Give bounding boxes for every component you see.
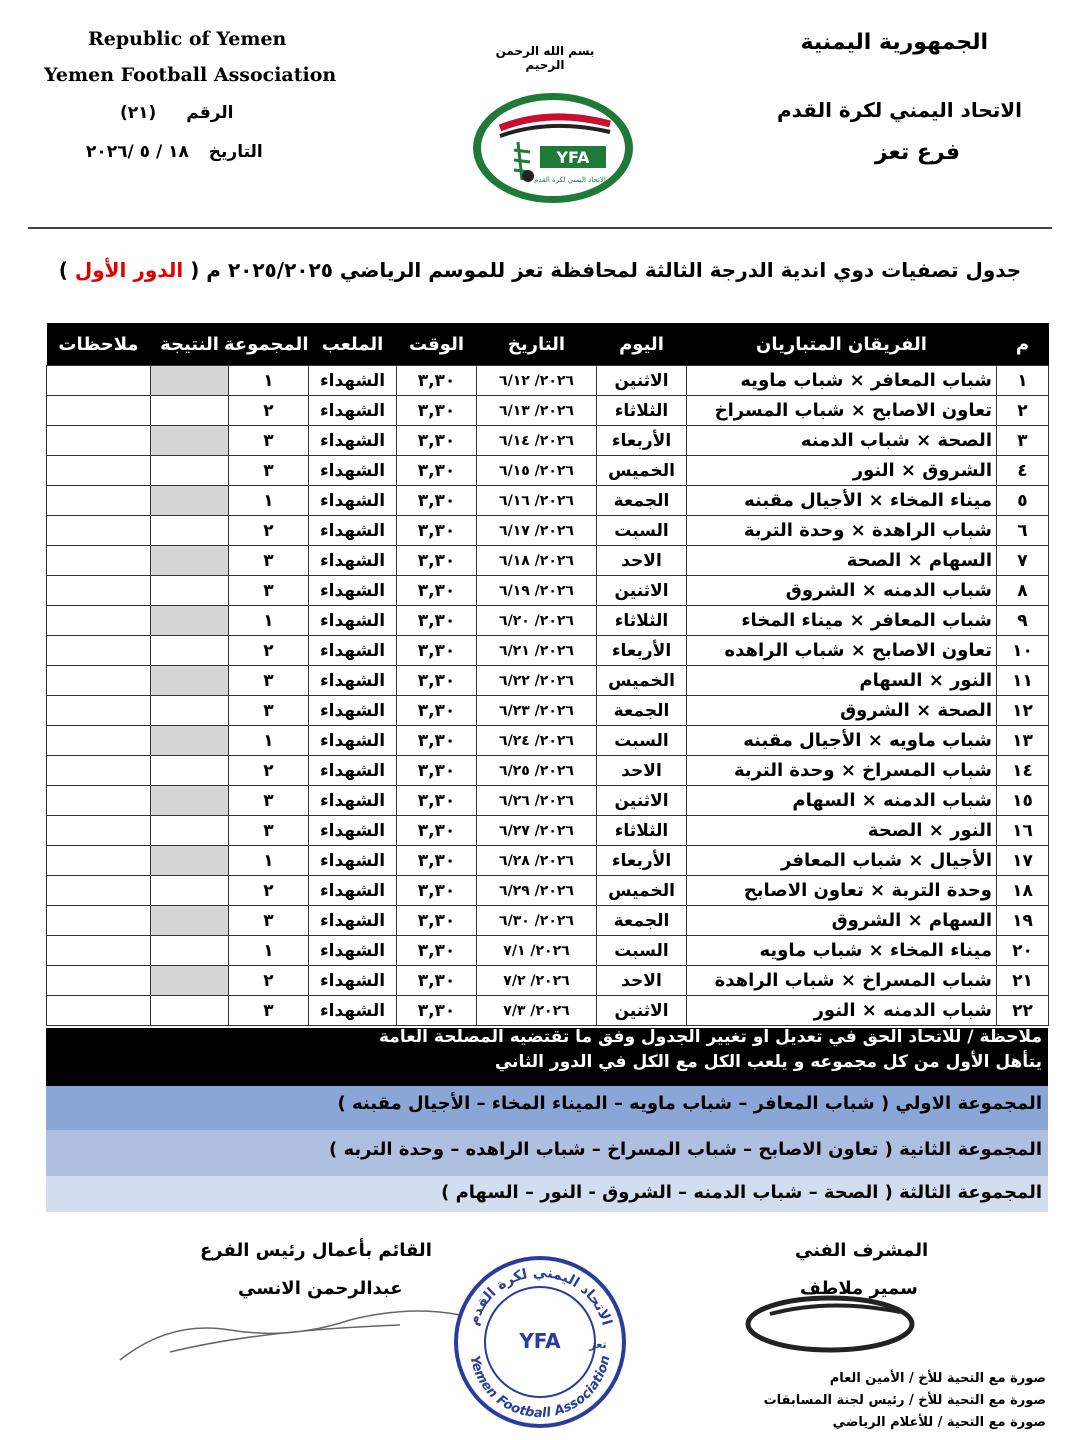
column-header: الفريقان المتباريان — [687, 323, 997, 366]
match-date: ٢٠٢٦/ ٦/١٤ — [477, 426, 597, 456]
match-day: الثلاثاء — [597, 816, 687, 846]
match-number: ٢١ — [997, 966, 1049, 996]
left-signature-scribble — [110, 1290, 470, 1374]
match-venue: الشهداء — [309, 576, 397, 606]
match-day: الخميس — [597, 666, 687, 696]
cc-line1: صورة مع التحية للأخ / الأمين العام — [829, 1371, 1046, 1386]
match-venue: الشهداء — [309, 846, 397, 876]
stamp-center: YFA — [519, 1329, 561, 1353]
match-teams: تعاون الاصابح × شباب المسراخ — [687, 396, 997, 426]
match-date: ٢٠٢٦/ ٦/٢٤ — [477, 726, 597, 756]
match-teams: ميناء المخاء × الأجيال مقبنه — [687, 486, 997, 516]
match-time: ٣,٣٠ — [397, 546, 477, 576]
match-group: ٢ — [229, 966, 309, 996]
note-line2: يتأهل الأول من كل مجموعه و يلعب الكل مع الكل في الدور الثاني — [494, 1052, 1042, 1072]
match-result — [151, 636, 229, 666]
match-result — [151, 396, 229, 426]
match-date: ٢٠٢٦/ ٦/١٩ — [477, 576, 597, 606]
table-row — [47, 516, 1049, 546]
note-line1: ملاحظة / للاتحاد الحق في تعديل او تغيير الجدول وفق ما تقتضيه المصلحة العامة — [378, 1027, 1042, 1047]
match-group: ٣ — [229, 696, 309, 726]
cc-line2: صورة مع التحية للأخ / رئيس لجنة المسابقات — [763, 1393, 1046, 1408]
logo-subtext: الاتحاد اليمني لكرة القدم — [534, 176, 606, 184]
match-day: الجمعة — [597, 696, 687, 726]
cc-list — [764, 1368, 1046, 1434]
match-group: ٣ — [229, 546, 309, 576]
match-result — [151, 606, 229, 636]
match-teams: شباب الراهدة × وحدة التربة — [687, 516, 997, 546]
match-date: ٢٠٢٦/ ٦/٢٣ — [477, 696, 597, 726]
match-teams: شباب الدمنه × الشروق — [687, 576, 997, 606]
match-day: الاثنين — [597, 576, 687, 606]
title-main: جدول تصفيات دوي اندية الدرجة الثالثة لمحافظة تعز للموسم الرياضي ٢٠٢٥/٢٠٢٥ م ( — [190, 258, 1022, 282]
match-notes — [47, 576, 151, 606]
table-row — [47, 786, 1049, 816]
match-notes — [47, 516, 151, 546]
match-venue: الشهداء — [309, 906, 397, 936]
match-venue: الشهداء — [309, 516, 397, 546]
table-row — [47, 966, 1049, 996]
match-date: ٢٠٢٦/ ٦/٢٢ — [477, 666, 597, 696]
match-time: ٣,٣٠ — [397, 486, 477, 516]
left-signature-title: القائم بأعمال رئيس الفرع — [200, 1240, 432, 1261]
match-result — [151, 726, 229, 756]
match-teams: تعاون الاصابح × شباب الراهده — [687, 636, 997, 666]
match-teams: الصحة × الشروق — [687, 696, 997, 726]
match-result — [151, 426, 229, 456]
stamp-top-text: الاتحاد اليمني لكرة القدم — [465, 1264, 615, 1328]
match-notes — [47, 786, 151, 816]
right-signature-title: المشرف الفني — [795, 1240, 929, 1261]
stamp-bottom-text: Yemen Football Association — [466, 1354, 614, 1422]
match-number: ٩ — [997, 606, 1049, 636]
match-result — [151, 816, 229, 846]
match-time: ٣,٣٠ — [397, 396, 477, 426]
match-number: ١ — [997, 366, 1049, 396]
match-teams: شباب المسراخ × وحدة التربة — [687, 756, 997, 786]
match-time: ٣,٣٠ — [397, 756, 477, 786]
match-venue: الشهداء — [309, 666, 397, 696]
match-group: ٣ — [229, 576, 309, 606]
match-teams: الصحة × شباب الدمنه — [687, 426, 997, 456]
match-teams: الشروق × النور — [687, 456, 997, 486]
match-notes — [47, 816, 151, 846]
logo-text: YFA — [556, 148, 590, 167]
match-group: ٢ — [229, 636, 309, 666]
match-notes — [47, 936, 151, 966]
match-result — [151, 366, 229, 396]
match-time: ٣,٣٠ — [397, 696, 477, 726]
match-result — [151, 906, 229, 936]
table-row — [47, 906, 1049, 936]
match-date: ٢٠٢٦/ ٦/٢٥ — [477, 756, 597, 786]
column-header: النتيجة — [151, 323, 229, 366]
table-row — [47, 426, 1049, 456]
match-venue: الشهداء — [309, 996, 397, 1026]
table-row — [47, 666, 1049, 696]
match-group: ٣ — [229, 816, 309, 846]
match-venue: الشهداء — [309, 816, 397, 846]
fixtures-table — [46, 323, 1049, 1026]
match-teams: ميناء المخاء × شباب ماويه — [687, 936, 997, 966]
match-result — [151, 576, 229, 606]
match-day: السبت — [597, 936, 687, 966]
match-number: ١٩ — [997, 906, 1049, 936]
match-date: ٢٠٢٦/ ٦/١٨ — [477, 546, 597, 576]
match-notes — [47, 366, 151, 396]
table-row — [47, 846, 1049, 876]
match-number: ١٨ — [997, 876, 1049, 906]
match-day: السبت — [597, 726, 687, 756]
match-number: ٥ — [997, 486, 1049, 516]
match-venue: الشهداء — [309, 936, 397, 966]
match-number: ٢٠ — [997, 936, 1049, 966]
match-day: الاثنين — [597, 786, 687, 816]
match-date: ٢٠٢٦/ ٦/١٥ — [477, 456, 597, 486]
match-number: ١٠ — [997, 636, 1049, 666]
match-notes — [47, 966, 151, 996]
match-number: ١٣ — [997, 726, 1049, 756]
match-result — [151, 546, 229, 576]
match-result — [151, 516, 229, 546]
title-close: ) — [58, 258, 68, 282]
match-venue: الشهداء — [309, 876, 397, 906]
match-group: ٣ — [229, 666, 309, 696]
match-notes — [47, 666, 151, 696]
match-venue: الشهداء — [309, 366, 397, 396]
match-time: ٣,٣٠ — [397, 576, 477, 606]
match-day: الجمعة — [597, 906, 687, 936]
match-notes — [47, 906, 151, 936]
match-day: الاحد — [597, 756, 687, 786]
match-day: الاحد — [597, 966, 687, 996]
match-notes — [47, 486, 151, 516]
match-number: ٦ — [997, 516, 1049, 546]
match-teams: السهام × الشروق — [687, 906, 997, 936]
match-notes — [47, 996, 151, 1026]
match-group: ١ — [229, 846, 309, 876]
match-number: ١١ — [997, 666, 1049, 696]
match-result — [151, 936, 229, 966]
match-group: ٢ — [229, 396, 309, 426]
match-result — [151, 966, 229, 996]
document-date — [86, 142, 263, 162]
match-date: ٢٠٢٦/ ٦/٣٠ — [477, 906, 597, 936]
match-number: ٤ — [997, 456, 1049, 486]
match-time: ٣,٣٠ — [397, 426, 477, 456]
match-date: ٢٠٢٦/ ٦/٢٧ — [477, 816, 597, 846]
group3-row: المجموعة الثالثة ( الصحة – شباب الدمنه – الشروق - النور – السهام ) — [46, 1176, 1048, 1212]
ar-header-line2: الاتحاد اليمني لكرة القدم — [776, 98, 1022, 122]
reference-label: الرقم — [186, 103, 234, 123]
match-notes — [47, 546, 151, 576]
match-number: ٧ — [997, 546, 1049, 576]
column-header: اليوم — [597, 323, 687, 366]
match-number: ١٤ — [997, 756, 1049, 786]
table-row — [47, 696, 1049, 726]
yfa-logo — [470, 90, 636, 206]
column-header: الوقت — [397, 323, 477, 366]
column-header: التاريخ — [477, 323, 597, 366]
table-row — [47, 726, 1049, 756]
match-group: ٢ — [229, 876, 309, 906]
document-title — [40, 258, 1040, 282]
match-date: ٢٠٢٦/ ٦/٢٨ — [477, 846, 597, 876]
en-header-line1: Republic of Yemen — [88, 28, 287, 50]
match-teams: شباب ماويه × الأجيال مقبنه — [687, 726, 997, 756]
match-notes — [47, 456, 151, 486]
match-time: ٣,٣٠ — [397, 906, 477, 936]
match-group: ٢ — [229, 516, 309, 546]
match-teams: النور × السهام — [687, 666, 997, 696]
match-result — [151, 876, 229, 906]
match-date: ٢٠٢٦/ ٦/١٣ — [477, 396, 597, 426]
match-time: ٣,٣٠ — [397, 606, 477, 636]
match-date: ٢٠٢٦/ ٦/٢٠ — [477, 606, 597, 636]
match-number: ١٧ — [997, 846, 1049, 876]
group2-row: المجموعة الثانية ( تعاون الاصابح – شباب المسراخ – شباب الراهده – وحدة التربه ) — [46, 1130, 1048, 1176]
match-day: الثلاثاء — [597, 396, 687, 426]
match-teams: السهام × الصحة — [687, 546, 997, 576]
match-day: الثلاثاء — [597, 606, 687, 636]
match-day: الاحد — [597, 546, 687, 576]
fixtures-body — [47, 366, 1049, 1026]
match-notes — [47, 846, 151, 876]
table-row — [47, 936, 1049, 966]
match-result — [151, 666, 229, 696]
match-result — [151, 756, 229, 786]
match-notes — [47, 696, 151, 726]
match-teams: وحدة التربة × تعاون الاصابح — [687, 876, 997, 906]
match-date: ٢٠٢٦/ ٦/٢١ — [477, 636, 597, 666]
match-venue: الشهداء — [309, 546, 397, 576]
match-notes — [47, 396, 151, 426]
match-number: ١٥ — [997, 786, 1049, 816]
match-result — [151, 786, 229, 816]
match-time: ٣,٣٠ — [397, 786, 477, 816]
column-header: المجموعة — [229, 323, 309, 366]
match-venue: الشهداء — [309, 606, 397, 636]
match-notes — [47, 876, 151, 906]
header-divider — [28, 227, 1052, 229]
match-date: ٢٠٢٦/ ٦/١٦ — [477, 486, 597, 516]
match-date: ٢٠٢٦/ ٦/٢٩ — [477, 876, 597, 906]
match-day: الأربعاء — [597, 426, 687, 456]
cc-line3: صورة مع التحية / للأعلام الرياضي — [832, 1415, 1046, 1430]
table-row — [47, 756, 1049, 786]
table-row — [47, 606, 1049, 636]
match-day: السبت — [597, 516, 687, 546]
match-venue: الشهداء — [309, 756, 397, 786]
match-group: ٣ — [229, 426, 309, 456]
match-teams: شباب المعافر × ميناء المخاء — [687, 606, 997, 636]
match-time: ٣,٣٠ — [397, 726, 477, 756]
ar-header-line1: الجمهورية اليمنية — [800, 30, 988, 55]
match-number: ٢ — [997, 396, 1049, 426]
match-notes — [47, 426, 151, 456]
table-row — [47, 636, 1049, 666]
match-venue: الشهداء — [309, 726, 397, 756]
match-number: ١٦ — [997, 816, 1049, 846]
match-result — [151, 846, 229, 876]
match-result — [151, 996, 229, 1026]
match-venue: الشهداء — [309, 786, 397, 816]
match-group: ١ — [229, 726, 309, 756]
match-group: ١ — [229, 366, 309, 396]
match-date: ٢٠٢٦/ ٧/٣ — [477, 996, 597, 1026]
match-time: ٣,٣٠ — [397, 666, 477, 696]
reference-value: (٢١) — [120, 103, 157, 123]
match-time: ٣,٣٠ — [397, 366, 477, 396]
match-group: ٣ — [229, 906, 309, 936]
match-number: ١٢ — [997, 696, 1049, 726]
match-notes — [47, 606, 151, 636]
table-row — [47, 456, 1049, 486]
match-day: الأربعاء — [597, 636, 687, 666]
match-day: الخميس — [597, 456, 687, 486]
en-header-line2: Yemen Football Association — [44, 64, 337, 86]
table-row — [47, 996, 1049, 1026]
stamp-side-text: تعز — [589, 1338, 607, 1351]
left-signature-name: عبدالرحمن الانسي — [238, 1278, 403, 1299]
table-row — [47, 396, 1049, 426]
match-result — [151, 696, 229, 726]
ar-header-line3: فرع تعز — [874, 140, 960, 165]
table-row — [47, 546, 1049, 576]
match-day: الجمعة — [597, 486, 687, 516]
official-stamp — [450, 1252, 630, 1436]
match-time: ٣,٣٠ — [397, 876, 477, 906]
match-teams: النور × الصحة — [687, 816, 997, 846]
match-date: ٢٠٢٦/ ٦/٢٦ — [477, 786, 597, 816]
match-group: ١ — [229, 606, 309, 636]
match-group: ٢ — [229, 756, 309, 786]
date-label: التاريخ — [208, 142, 263, 162]
match-day: الاثنين — [597, 996, 687, 1026]
right-signature-scribble — [740, 1288, 920, 1362]
table-row — [47, 576, 1049, 606]
match-number: ٢٢ — [997, 996, 1049, 1026]
match-venue: الشهداء — [309, 696, 397, 726]
match-teams: شباب المسراخ × شباب الراهدة — [687, 966, 997, 996]
match-group: ١ — [229, 486, 309, 516]
table-row — [47, 876, 1049, 906]
match-date: ٢٠٢٦/ ٧/١ — [477, 936, 597, 966]
match-group: ٣ — [229, 786, 309, 816]
match-day: الخميس — [597, 876, 687, 906]
match-date: ٢٠٢٦/ ٧/٢ — [477, 966, 597, 996]
column-header: الملعب — [309, 323, 397, 366]
match-time: ٣,٣٠ — [397, 456, 477, 486]
table-row — [47, 486, 1049, 516]
table-row — [47, 816, 1049, 846]
match-venue: الشهداء — [309, 426, 397, 456]
match-date: ٢٠٢٦/ ٦/١٧ — [477, 516, 597, 546]
match-venue: الشهداء — [309, 396, 397, 426]
column-header: ملاحظات — [47, 323, 151, 366]
match-day: الأربعاء — [597, 846, 687, 876]
match-time: ٣,٣٠ — [397, 966, 477, 996]
match-venue: الشهداء — [309, 486, 397, 516]
match-time: ٣,٣٠ — [397, 936, 477, 966]
date-value: ١٨ / ٥ /٢٠٢٦ — [86, 142, 189, 162]
match-time: ٣,٣٠ — [397, 516, 477, 546]
match-venue: الشهداء — [309, 966, 397, 996]
match-group: ٣ — [229, 456, 309, 486]
match-teams: شباب المعافر × شباب ماويه — [687, 366, 997, 396]
right-signature-name: سمير ملاطف — [800, 1278, 918, 1299]
table-header-row — [47, 323, 1049, 366]
notes-box — [46, 1028, 1048, 1086]
match-day: الاثنين — [597, 366, 687, 396]
match-time: ٣,٣٠ — [397, 996, 477, 1026]
table-row — [47, 366, 1049, 396]
match-time: ٣,٣٠ — [397, 816, 477, 846]
title-highlight: الدور الأول — [74, 258, 184, 282]
reference-number — [120, 103, 234, 123]
match-number: ٣ — [997, 426, 1049, 456]
match-time: ٣,٣٠ — [397, 636, 477, 666]
group1-row: المجموعة الاولي ( شباب المعافر – شباب ماويه – الميناء المخاء – الأجيال مقبنه ) — [46, 1086, 1048, 1130]
match-venue: الشهداء — [309, 636, 397, 666]
match-group: ٣ — [229, 996, 309, 1026]
basmala: بسم الله الرحمن الرحيم — [495, 44, 595, 72]
column-header: م — [997, 323, 1049, 366]
match-notes — [47, 756, 151, 786]
match-date: ٢٠٢٦/ ٦/١٢ — [477, 366, 597, 396]
match-venue: الشهداء — [309, 456, 397, 486]
match-notes — [47, 726, 151, 756]
match-notes — [47, 636, 151, 666]
match-result — [151, 486, 229, 516]
match-number: ٨ — [997, 576, 1049, 606]
match-group: ١ — [229, 936, 309, 966]
match-teams: شباب الدمنه × السهام — [687, 786, 997, 816]
match-teams: الأجيال × شباب المعافر — [687, 846, 997, 876]
match-teams: شباب الدمنه × النور — [687, 996, 997, 1026]
match-time: ٣,٣٠ — [397, 846, 477, 876]
match-result — [151, 456, 229, 486]
